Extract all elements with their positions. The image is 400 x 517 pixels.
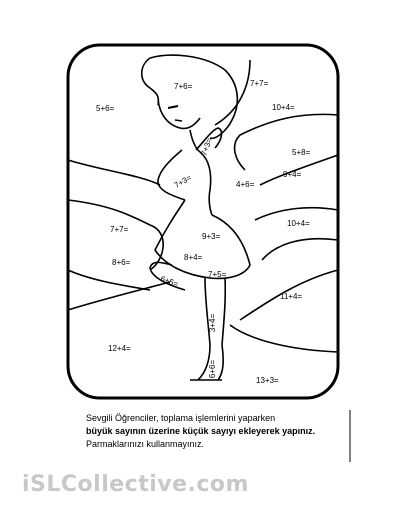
problem-p13: 8+6= xyxy=(112,258,131,267)
problem-p1: 7+6= xyxy=(174,82,193,91)
problem-p6: 7+3= xyxy=(199,136,215,157)
instructions-block xyxy=(86,412,356,451)
problem-p11: 7+7= xyxy=(110,225,129,234)
problem-p17: 11+4= xyxy=(280,292,303,301)
problem-p18: 3+4= xyxy=(208,313,218,333)
problem-p10: 10+4= xyxy=(287,219,310,228)
problem-p5: 5+8= xyxy=(292,148,311,157)
problem-p12: 9+3= xyxy=(202,232,221,241)
problem-p4: 10+4= xyxy=(272,103,295,112)
problem-p3: 5+6= xyxy=(96,104,115,113)
problem-p19: 12+4= xyxy=(108,344,131,353)
instructions-line-2: büyük sayının üzerine küçük sayıyı ekleyerek yapınız. xyxy=(86,426,316,436)
problem-p14: 8+4= xyxy=(184,253,203,262)
problem-p7: 7+3= xyxy=(172,173,194,191)
problem-p16: 6+5= xyxy=(159,274,180,289)
problem-p8: 4+6= xyxy=(236,180,255,189)
girl-figure xyxy=(142,55,250,380)
watermark-logo: iSLCollective.com xyxy=(22,472,249,497)
problem-p9: 9+4= xyxy=(283,170,302,179)
instructions-line-1: Sevgili Öğrenciler, toplama işlemlerini yaparken xyxy=(86,413,276,423)
problem-p21: 13+3= xyxy=(256,376,279,385)
instructions-line-3: Parmaklarınızı kullanmayınız. xyxy=(86,439,205,449)
problem-p20: 6+6= xyxy=(208,359,218,379)
problem-p2: 7+7= xyxy=(250,79,269,88)
problem-p15: 7+5= xyxy=(208,270,227,279)
